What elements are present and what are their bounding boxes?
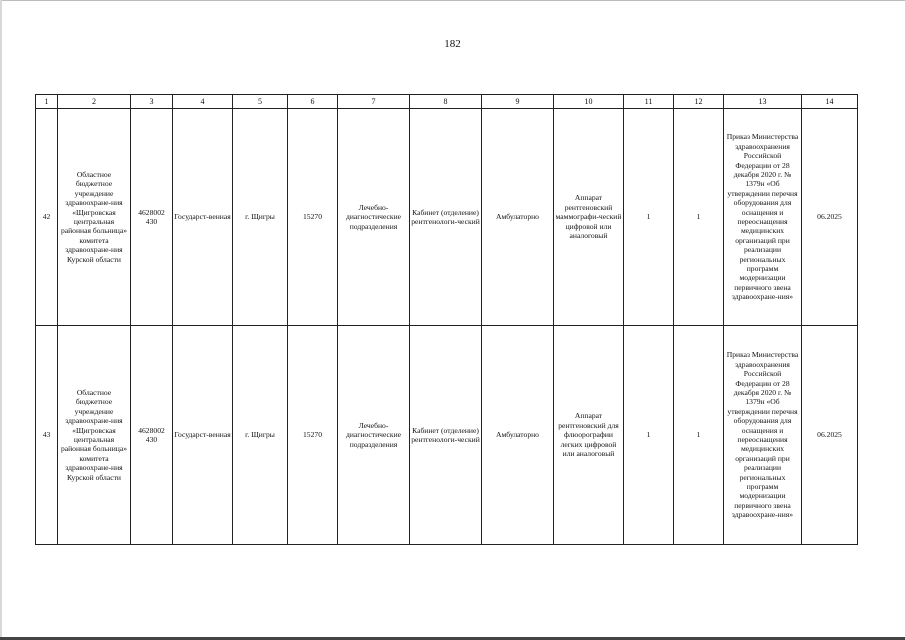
column-header: 14 <box>802 95 858 109</box>
equipment-cell: Аппарат рентгеновский для флюорографии легких цифровой или аналоговый <box>554 326 624 545</box>
organization-cell: Областное бюджетное учреждение здравоохране-ния «Щигровская центральная районная больница» комитета здравоохране-ния Курской области <box>58 109 131 326</box>
code-cell: 4628002 430 <box>131 326 173 545</box>
quantity-cell: 1 <box>674 326 724 545</box>
column-header: 4 <box>173 95 233 109</box>
column-header: 1 <box>36 95 58 109</box>
equipment-cell: Аппарат рентгеновский маммографи-ческий цифровой или аналоговый <box>554 109 624 326</box>
cabinet-cell: Кабинет (отделение) рентгенологи-ческий <box>410 109 482 326</box>
equipment-table <box>35 94 858 545</box>
division-cell: Лечебно-диагностические подразделения <box>338 109 410 326</box>
column-header: 9 <box>482 95 554 109</box>
city-cell: г. Щигры <box>233 326 288 545</box>
quantity-cell: 1 <box>624 326 674 545</box>
column-header: 2 <box>58 95 131 109</box>
scan-edge-left <box>0 0 2 640</box>
care-type-cell: Амбулаторно <box>482 109 554 326</box>
column-header: 11 <box>624 95 674 109</box>
index-cell: 15270 <box>288 326 338 545</box>
column-header: 10 <box>554 95 624 109</box>
city-cell: г. Щигры <box>233 109 288 326</box>
care-type-cell: Амбулаторно <box>482 326 554 545</box>
header-row <box>36 95 858 109</box>
column-header: 7 <box>338 95 410 109</box>
index-cell: 15270 <box>288 109 338 326</box>
ownership-cell: Государст-венная <box>173 326 233 545</box>
ownership-cell: Государст-венная <box>173 109 233 326</box>
organization-cell: Областное бюджетное учреждение здравоохране-ния «Щигровская центральная районная больница» комитета здравоохране-ния Курской области <box>58 326 131 545</box>
code-cell: 4628002 430 <box>131 109 173 326</box>
column-header: 8 <box>410 95 482 109</box>
row-number: 42 <box>36 109 58 326</box>
row-number: 43 <box>36 326 58 545</box>
scan-edge-top <box>0 0 905 1</box>
column-header: 12 <box>674 95 724 109</box>
table-row <box>36 326 858 545</box>
column-header: 13 <box>724 95 802 109</box>
column-header: 5 <box>233 95 288 109</box>
page-number: 182 <box>444 38 461 50</box>
date-cell: 06.2025 <box>802 326 858 545</box>
division-cell: Лечебно-диагностические подразделения <box>338 326 410 545</box>
quantity-cell: 1 <box>624 109 674 326</box>
table-row <box>36 109 858 326</box>
date-cell: 06.2025 <box>802 109 858 326</box>
cabinet-cell: Кабинет (отделение) рентгенологи-ческий <box>410 326 482 545</box>
order-cell: Приказ Министерства здравоохранения Российской Федерации от 28 декабря 2020 г. № 1379н «Об утверждении перечня оборудования для оснащения и переоснащения медицинских организаций при реализации региональных программ модернизации первичного звена здравоохране-ния» <box>724 109 802 326</box>
quantity-cell: 1 <box>674 109 724 326</box>
order-cell: Приказ Министерства здравоохранения Российской Федерации от 28 декабря 2020 г. № 1379н «Об утверждении перечня оборудования для оснащения и переоснащения медицинских организаций при реализации региональных программ модернизации первичного звена здравоохране-ния» <box>724 326 802 545</box>
column-header: 6 <box>288 95 338 109</box>
column-header: 3 <box>131 95 173 109</box>
